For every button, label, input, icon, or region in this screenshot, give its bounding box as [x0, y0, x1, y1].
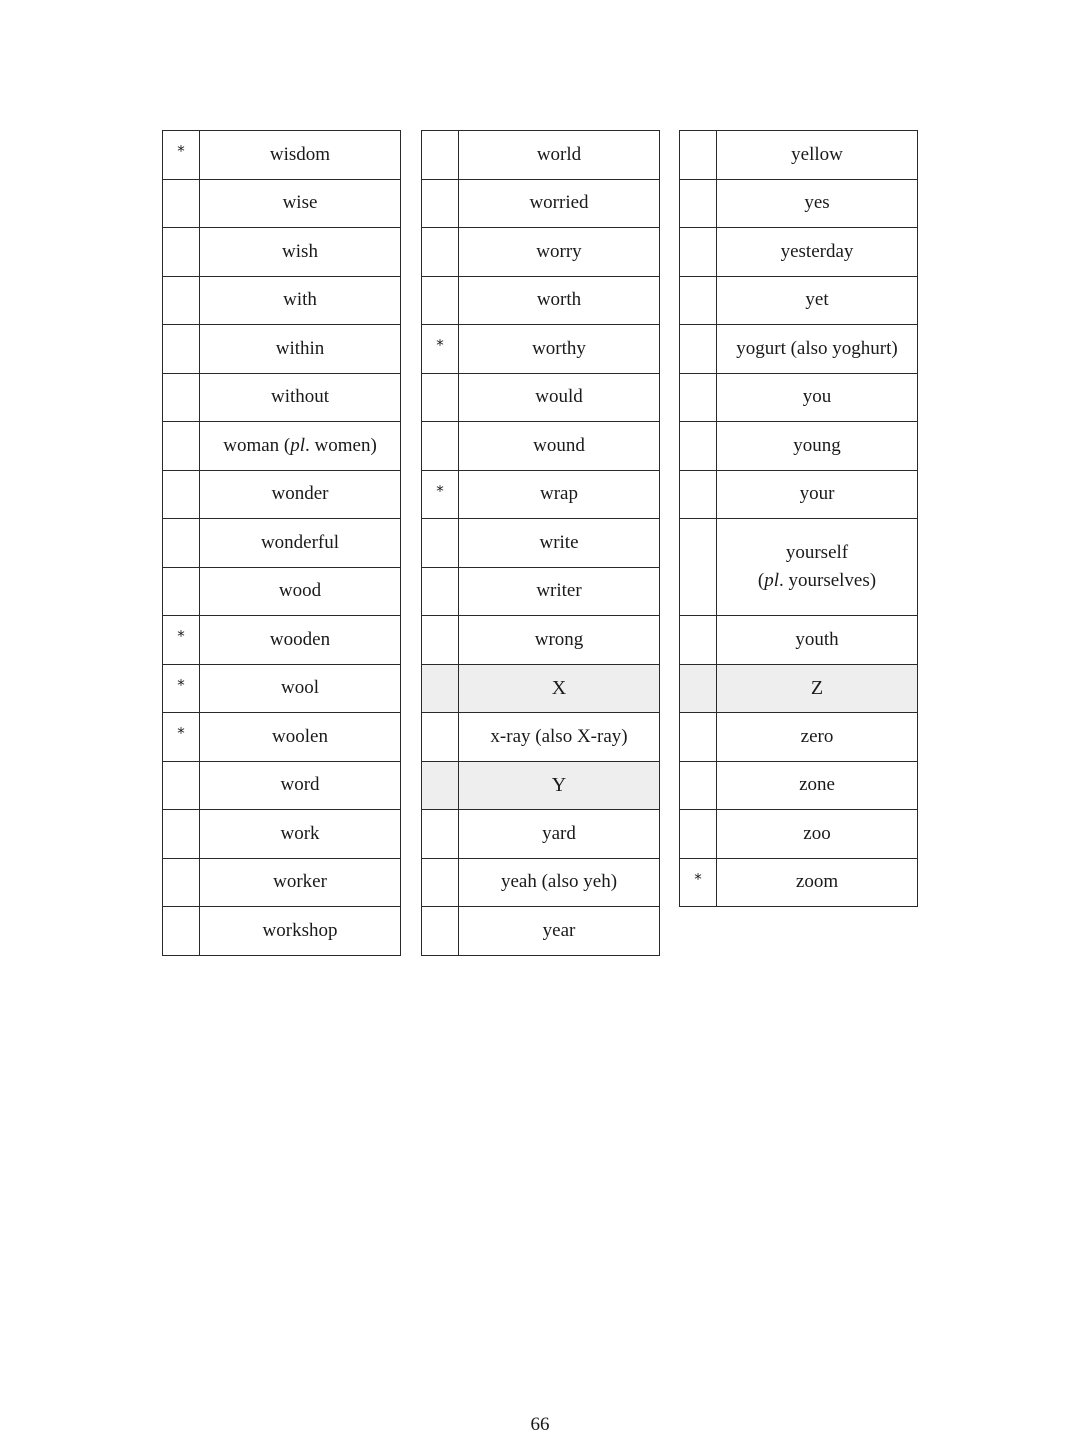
star-marker-cell [680, 179, 717, 228]
letter-section-row [422, 664, 660, 713]
table-row [422, 179, 660, 228]
star-marker-cell [422, 228, 459, 277]
star-marker-cell [680, 664, 717, 713]
star-marker-cell [680, 470, 717, 519]
table-row [163, 131, 401, 180]
vocabulary-word: write [459, 519, 660, 568]
star-marker-cell [422, 373, 459, 422]
star-marker-cell [680, 616, 717, 665]
vocabulary-word: wound [459, 422, 660, 471]
star-marker-cell [422, 276, 459, 325]
vocabulary-word: youth [717, 616, 918, 665]
star-marker-cell [680, 422, 717, 471]
vocabulary-word: zone [717, 761, 918, 810]
table-row [680, 373, 918, 422]
table-row [422, 907, 660, 956]
vocabulary-word: yogurt (also yoghurt) [717, 325, 918, 374]
star-marker-cell [163, 325, 200, 374]
word-table-column-3 [679, 130, 918, 907]
table-row [680, 810, 918, 859]
table-row [422, 616, 660, 665]
vocabulary-word: young [717, 422, 918, 471]
vocabulary-word: yourself (pl. yourselves) [717, 519, 918, 616]
vocabulary-word: yeah (also yeh) [459, 858, 660, 907]
vocabulary-word: wonder [200, 470, 401, 519]
table-row [422, 228, 660, 277]
star-marker-cell [422, 907, 459, 956]
table-row [163, 422, 401, 471]
star-marker-cell [163, 179, 200, 228]
table-row [422, 325, 660, 374]
vocabulary-word: wrap [459, 470, 660, 519]
star-marker-cell [422, 810, 459, 859]
table-row [680, 325, 918, 374]
vocabulary-word: wood [200, 567, 401, 616]
table-row [163, 276, 401, 325]
table-row [163, 713, 401, 762]
vocabulary-word: wooden [200, 616, 401, 665]
table-row [680, 228, 918, 277]
letter-section-row [680, 664, 918, 713]
table-row [680, 519, 918, 616]
table-row [680, 276, 918, 325]
table-row [680, 179, 918, 228]
star-marker-cell [163, 519, 200, 568]
vocabulary-word: year [459, 907, 660, 956]
star-marker-cell: * [680, 858, 717, 907]
vocabulary-word: zoom [717, 858, 918, 907]
table-row [680, 616, 918, 665]
table-row [163, 567, 401, 616]
star-marker-cell [163, 276, 200, 325]
table-row [680, 858, 918, 907]
star-marker-cell [163, 858, 200, 907]
star-marker-cell [163, 470, 200, 519]
vocabulary-word: with [200, 276, 401, 325]
vocabulary-word: wool [200, 664, 401, 713]
vocabulary-word: yet [717, 276, 918, 325]
vocabulary-word: writer [459, 567, 660, 616]
vocabulary-word: woman (pl. women) [200, 422, 401, 471]
star-marker-cell [422, 567, 459, 616]
vocabulary-word: yes [717, 179, 918, 228]
vocabulary-word: wisdom [200, 131, 401, 180]
star-marker-cell [422, 179, 459, 228]
table-row [680, 761, 918, 810]
star-marker-cell [163, 907, 200, 956]
star-marker-cell [680, 131, 717, 180]
table-row [163, 810, 401, 859]
table-row [163, 616, 401, 665]
table-row [680, 131, 918, 180]
table-row [422, 422, 660, 471]
table-row [422, 131, 660, 180]
vocabulary-word: zero [717, 713, 918, 762]
star-marker-cell [163, 567, 200, 616]
star-marker-cell [422, 664, 459, 713]
vocabulary-word: worry [459, 228, 660, 277]
word-table-column-2 [421, 130, 660, 956]
star-marker-cell [680, 325, 717, 374]
vocabulary-word: word [200, 761, 401, 810]
table-row [163, 470, 401, 519]
table-row [680, 470, 918, 519]
star-marker-cell [680, 276, 717, 325]
vocabulary-word: worker [200, 858, 401, 907]
table-row [163, 325, 401, 374]
vocabulary-word: worth [459, 276, 660, 325]
vocabulary-word: world [459, 131, 660, 180]
table-row [163, 907, 401, 956]
table-row [163, 664, 401, 713]
star-marker-cell [422, 858, 459, 907]
vocabulary-word: within [200, 325, 401, 374]
vocabulary-word: you [717, 373, 918, 422]
table-row [422, 373, 660, 422]
letter-section-row [422, 761, 660, 810]
table-row [680, 422, 918, 471]
star-marker-cell [422, 616, 459, 665]
section-letter: X [459, 664, 660, 713]
table-row [422, 858, 660, 907]
word-table-column-1 [162, 130, 401, 956]
star-marker-cell [163, 810, 200, 859]
table-row [163, 519, 401, 568]
table-row [422, 519, 660, 568]
star-marker-cell: * [422, 325, 459, 374]
vocabulary-word: wish [200, 228, 401, 277]
vocabulary-word: work [200, 810, 401, 859]
section-letter: Z [717, 664, 918, 713]
table-row [163, 761, 401, 810]
star-marker-cell [680, 373, 717, 422]
star-marker-cell [680, 810, 717, 859]
vocabulary-word: yellow [717, 131, 918, 180]
star-marker-cell [680, 761, 717, 810]
star-marker-cell: * [163, 616, 200, 665]
star-marker-cell [163, 228, 200, 277]
vocabulary-word: zoo [717, 810, 918, 859]
star-marker-cell [680, 713, 717, 762]
star-marker-cell [680, 519, 717, 616]
vocabulary-word: woolen [200, 713, 401, 762]
star-marker-cell: * [163, 664, 200, 713]
table-row [422, 810, 660, 859]
vocabulary-word: worthy [459, 325, 660, 374]
table-row [422, 470, 660, 519]
table-row [422, 567, 660, 616]
vocabulary-word: your [717, 470, 918, 519]
vocabulary-word: workshop [200, 907, 401, 956]
table-row [422, 276, 660, 325]
star-marker-cell [422, 519, 459, 568]
vocabulary-word: worried [459, 179, 660, 228]
table-row [163, 179, 401, 228]
vocabulary-word: without [200, 373, 401, 422]
star-marker-cell [163, 422, 200, 471]
star-marker-cell [422, 713, 459, 762]
star-marker-cell: * [422, 470, 459, 519]
star-marker-cell [163, 761, 200, 810]
vocabulary-word: wonderful [200, 519, 401, 568]
star-marker-cell: * [163, 131, 200, 180]
vocabulary-word: yesterday [717, 228, 918, 277]
star-marker-cell: * [163, 713, 200, 762]
star-marker-cell [163, 373, 200, 422]
star-marker-cell [422, 131, 459, 180]
section-letter: Y [459, 761, 660, 810]
page-number: 66 [530, 1414, 550, 1435]
table-row [680, 713, 918, 762]
table-row [163, 373, 401, 422]
vocabulary-word: x-ray (also X-ray) [459, 713, 660, 762]
vocabulary-word: would [459, 373, 660, 422]
star-marker-cell [422, 761, 459, 810]
star-marker-cell [422, 422, 459, 471]
vocabulary-word: wrong [459, 616, 660, 665]
table-row [163, 858, 401, 907]
vocabulary-word: wise [200, 179, 401, 228]
star-marker-cell [680, 228, 717, 277]
table-row [163, 228, 401, 277]
vocabulary-word: yard [459, 810, 660, 859]
table-row [422, 713, 660, 762]
